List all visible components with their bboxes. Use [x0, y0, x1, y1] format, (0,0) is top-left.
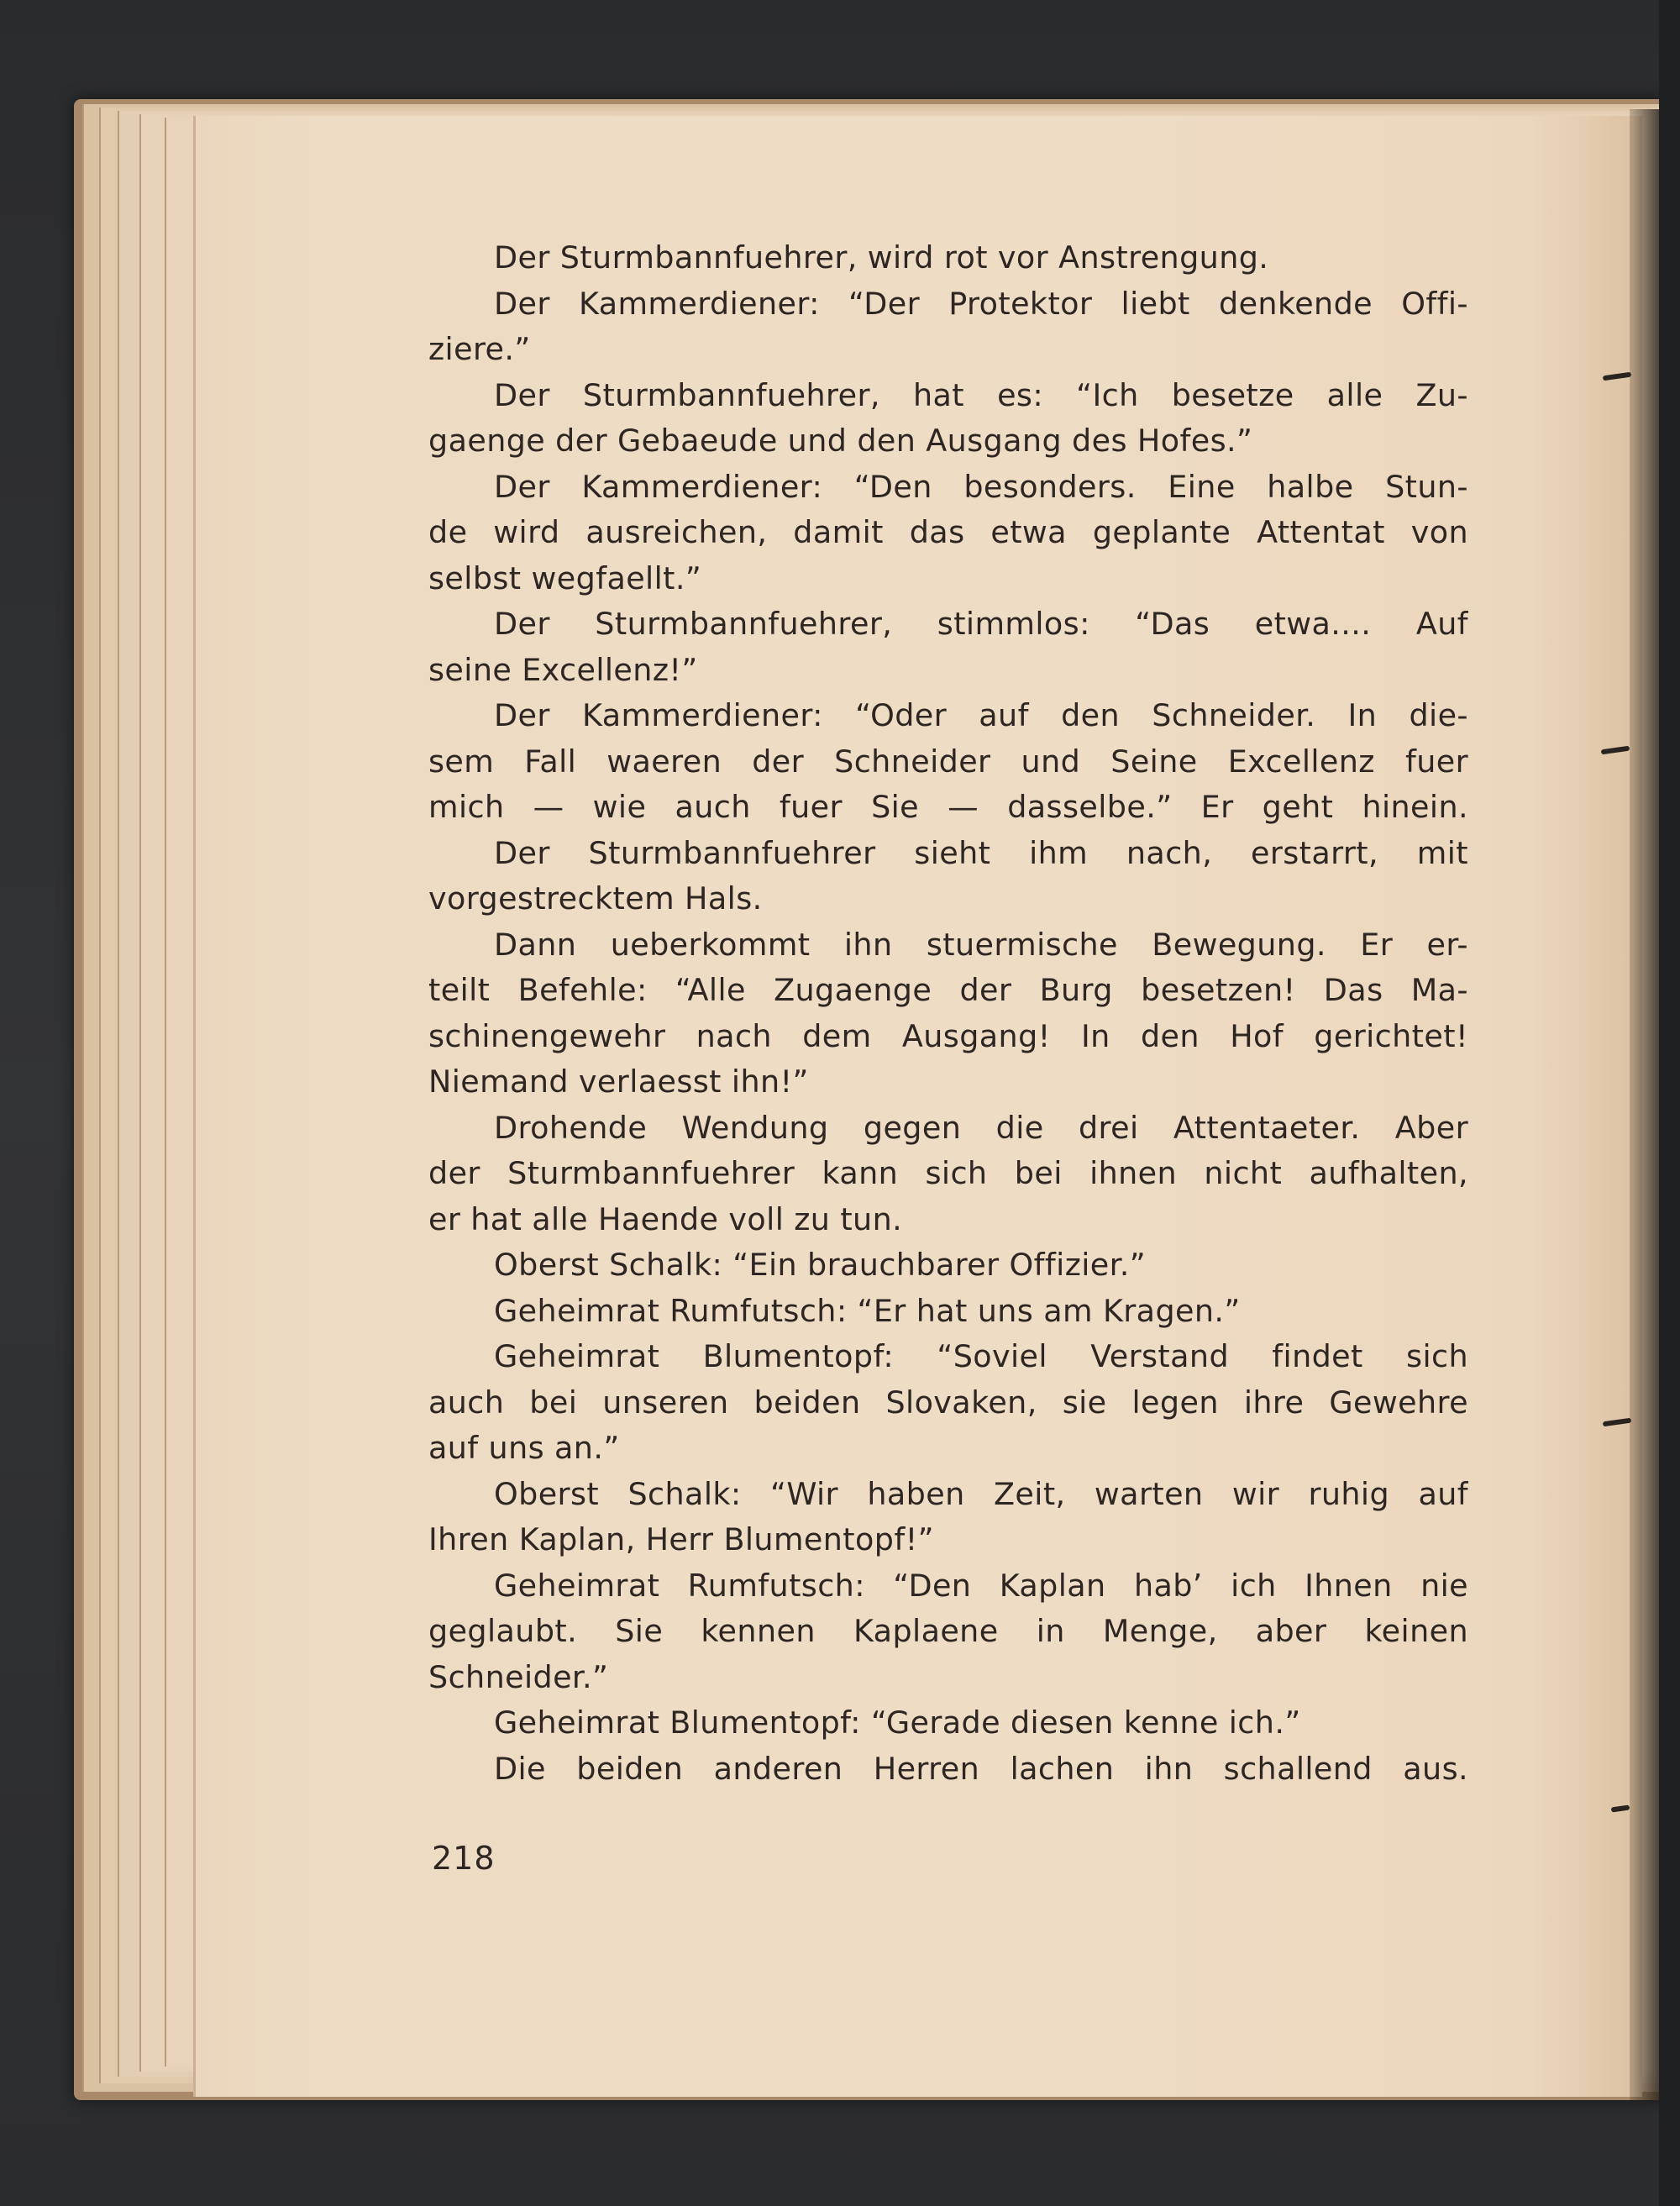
text-line: Ihren Kaplan, Herr Blumentopf!” — [428, 1521, 934, 1557]
text-line: mich — wie auch fuer Sie — dasselbe.” Er geht hinein. — [428, 789, 1468, 825]
text-line: Der Kammerdiener: “Der Protektor liebt denkende Offi- — [494, 285, 1468, 322]
text-line: Drohende Wendung gegen die drei Attentaeter. Aber — [494, 1109, 1468, 1146]
text-line: Oberst Schalk: “Ein brauchbarer Offizier.” — [494, 1247, 1147, 1283]
page-number: 218 — [432, 1840, 496, 1877]
text-line: Der Sturmbannfuehrer sieht ihm nach, erstarrt, mit — [494, 834, 1468, 871]
text-line: Niemand verlaesst ihn!” — [428, 1064, 809, 1100]
text-line: Der Kammerdiener: “Oder auf den Schneider. In die- — [494, 697, 1468, 733]
binding-edge — [1659, 0, 1680, 2206]
text-line: er hat alle Haende voll zu tun. — [428, 1200, 903, 1237]
text-line: geglaubt. Sie kennen Kaplaene in Menge, aber keinen — [428, 1613, 1468, 1649]
text-line: Geheimrat Rumfutsch: “Den Kaplan hab’ ich Ihnen nie — [494, 1567, 1468, 1604]
text-line: sem Fall waeren der Schneider und Seine Excellenz fuer — [428, 743, 1468, 780]
text-line: seine Excellenz!” — [428, 651, 698, 688]
text-line: de wird ausreichen, damit das etwa geplante Attentat von — [428, 514, 1468, 550]
text-line: teilt Befehle: “Alle Zugaenge der Burg besetzen! Das Ma- — [428, 972, 1468, 1008]
text-line: der Sturmbannfuehrer kann sich bei ihnen nicht aufhalten, — [428, 1155, 1468, 1191]
text-line: Geheimrat Blumentopf: “Soviel Verstand findet sich — [494, 1338, 1468, 1374]
text-line: Geheimrat Rumfutsch: “Er hat uns am Kragen.” — [494, 1292, 1241, 1329]
gutter-shadow — [1630, 109, 1663, 2100]
text-line: Der Sturmbannfuehrer, hat es: “Ich besetze alle Zu- — [494, 376, 1468, 413]
text-line: schinengewehr nach dem Ausgang! In den Hof gerichtet! — [428, 1017, 1468, 1054]
text-line: Die beiden anderen Herren lachen ihn schallend aus. — [494, 1750, 1468, 1787]
page-body-text — [428, 235, 1468, 1792]
text-line: Geheimrat Blumentopf: “Gerade diesen kenne ich.” — [494, 1704, 1301, 1741]
text-line: vorgestrecktem Hals. — [428, 880, 763, 917]
text-line: Der Sturmbannfuehrer, stimmlos: “Das etwa.... Auf — [494, 606, 1468, 642]
text-line: Schneider.” — [428, 1658, 609, 1695]
text-line: Der Sturmbannfuehrer, wird rot vor Anstrengung. — [494, 239, 1269, 276]
text-line: auf uns an.” — [428, 1430, 620, 1466]
text-line: Der Kammerdiener: “Den besonders. Eine halbe Stun- — [494, 468, 1468, 505]
text-line: gaenge der Gebaeude und den Ausgang des Hofes.” — [428, 423, 1253, 459]
text-line: Dann ueberkommt ihn stuermische Bewegung. Er er- — [494, 926, 1468, 963]
text-line: selbst wegfaellt.” — [428, 559, 702, 596]
text-line: auch bei unseren beiden Slovaken, sie legen ihre Gewehre — [428, 1384, 1468, 1421]
text-line: Oberst Schalk: “Wir haben Zeit, warten wir ruhig auf — [494, 1475, 1468, 1512]
text-line: ziere.” — [428, 331, 531, 367]
